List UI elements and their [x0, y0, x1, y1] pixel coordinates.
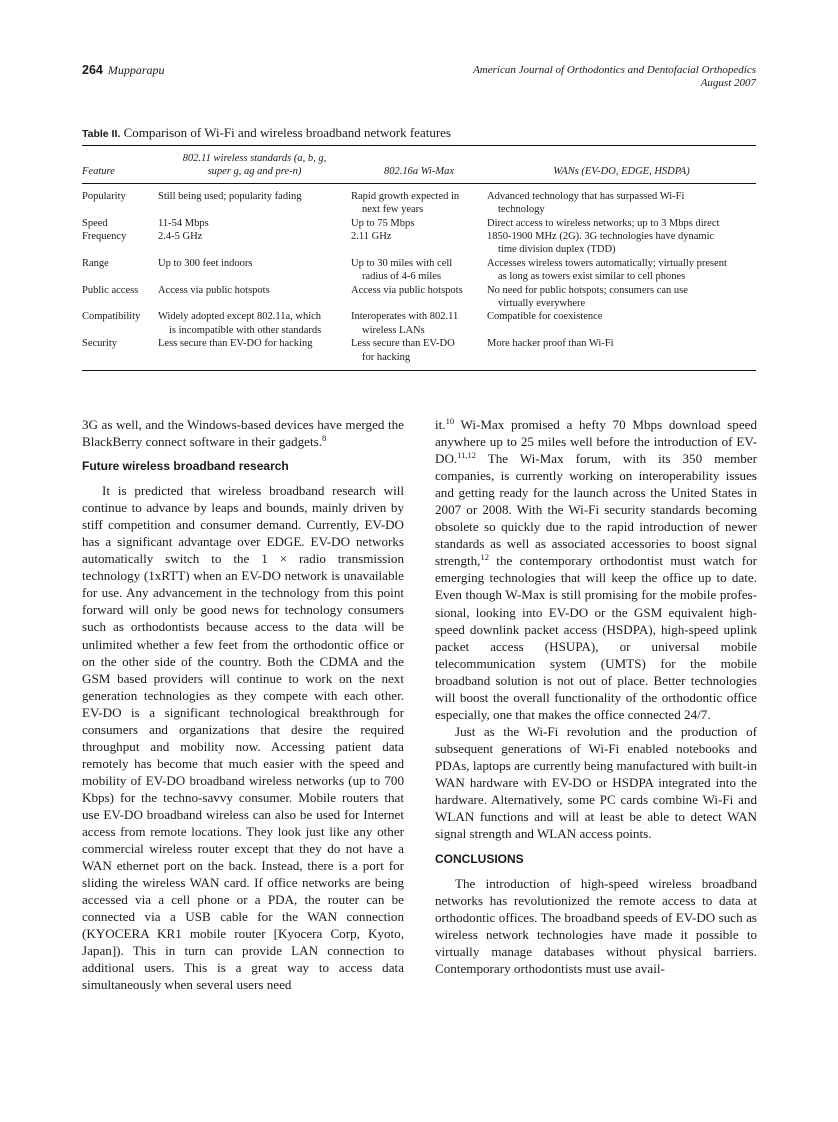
header-right	[473, 64, 756, 90]
table-cell-wimax	[351, 310, 487, 337]
table-cell-wan	[487, 310, 756, 337]
table-row	[82, 310, 756, 337]
table-cell-wifi	[158, 284, 351, 311]
cell-text: Access via public hotspots	[158, 284, 270, 296]
cell-text: Less secure than EV-DO for hacking	[158, 338, 313, 350]
cell-text: Still being used; popularity fading	[158, 190, 302, 202]
cell-text: Speed	[82, 217, 108, 229]
cell-text: Access via public hotspots	[351, 284, 463, 296]
table-row	[82, 230, 756, 257]
cell-text: Range	[82, 257, 109, 269]
table-cell-feature	[82, 284, 158, 311]
comparison-table	[82, 145, 756, 371]
table-cell-feature	[82, 310, 158, 337]
header-feature: Feature	[82, 146, 158, 183]
table-cell-wan	[487, 230, 756, 257]
paragraph-text: the contemporary orthodontist must watch for emerging technologies that will keep the office up to date. Even though W-Max is still promising for the mobile professional, looking into EV-DO or the GSM equivalent high-speed downlink packet access (HSDPA), high-speed uplink packet access (HSUPA), or universal mobile telecommunication system (UMTS) for the mobile broadband solution is not out of place. Better technologies will boost the overall functionality of the orthodontic office especially, one that makes the office connected 24/7.	[435, 553, 757, 722]
cell-text: time division duplex (TDD)	[498, 244, 616, 256]
table-header-row	[82, 146, 756, 183]
table-cell-wifi	[158, 257, 351, 284]
cell-text: More hacker proof than Wi-Fi	[487, 338, 614, 350]
reference: 10	[445, 416, 455, 426]
cell-text: Advanced technology that has surpassed Wi-Fi	[487, 190, 685, 202]
cell-text: Up to 30 miles with cell	[351, 257, 453, 269]
table-label: Table II.	[82, 128, 121, 140]
cell-text: Up to 75 Mbps	[351, 217, 415, 229]
header-wimax: 802.16a Wi-Max	[351, 146, 487, 183]
cell-text: No need for public hotspots; consumers can use	[487, 284, 688, 296]
table-cell-wimax	[351, 183, 487, 216]
page-number: 264	[82, 63, 103, 77]
table-row	[82, 217, 756, 230]
reference: 12	[480, 552, 489, 563]
cell-text: Interoperates with 802.11	[351, 311, 459, 323]
section-heading: Future wireless broadband research	[82, 459, 289, 474]
cell-text: Public access	[82, 284, 139, 296]
cell-text: Rapid growth expected in	[351, 190, 460, 202]
cell-text: 1850-1900 MHz (2G). 3G technologies have dynamic	[487, 231, 715, 243]
cell-text: for hacking	[362, 351, 411, 363]
table-cell-wimax	[351, 217, 487, 230]
table-cell-wan	[487, 217, 756, 230]
journal-name: American Journal of Orthodontics and Dentofacial Orthopedics	[473, 64, 756, 76]
table-cell-feature	[82, 183, 158, 216]
cell-text: Widely adopted except 802.11a, which	[158, 311, 322, 323]
section-heading: CONCLUSIONS	[435, 852, 524, 867]
cell-text: virtually everywhere	[498, 298, 586, 310]
running-header	[82, 63, 756, 93]
cell-text: 2.4-5 GHz	[158, 231, 203, 243]
cell-text: Security	[82, 338, 117, 350]
cell-text: as long as towers exist similar to cell phones	[498, 271, 686, 283]
cell-text: wireless LANs	[362, 324, 425, 336]
table-row	[82, 337, 756, 370]
header-wifi	[158, 146, 351, 183]
cell-text: next few years	[362, 204, 424, 216]
reference: 11,12	[457, 450, 476, 461]
cell-text: 2.11 GHz	[351, 231, 392, 243]
table-cell-wan	[487, 284, 756, 311]
table-cell-wan	[487, 337, 756, 370]
issue-date: August 2007	[700, 77, 756, 89]
paragraph: The introduction of high-speed wireless broadband networks has revolutionized the remote access to data at orthodontic offices. The broadband speeds of EV-DO such as wireless network technologies have made it possible to virtually manage databases without physical barriers. Contemporary orthodontists must use avail-	[435, 876, 757, 977]
table-cell-wifi	[158, 183, 351, 216]
table-cell-feature	[82, 230, 158, 257]
reference: 8	[321, 433, 327, 444]
cell-text: Frequency	[82, 231, 127, 243]
table-cell-wan	[487, 183, 756, 216]
cell-text: 11-54 Mbps	[158, 217, 209, 229]
table-cell-feature	[82, 217, 158, 230]
table-row	[82, 284, 756, 311]
right-column	[435, 416, 757, 977]
author-name: Mupparapu	[107, 63, 165, 77]
paragraph: Just as the Wi-Fi revolution and the production of subsequent generations of Wi-Fi enabled notebooks and PDAs, laptops are currently being manufactured with built-in WAN hardware with EV-DO or HSDPA integrated into the hardware. Alternatively, some PC cards combine Wi-Fi and WLAN functions and will at least be able to detect WAN signal strength and WLAN access points.	[435, 723, 757, 842]
table-body	[82, 183, 756, 370]
cell-text: Popularity	[82, 190, 126, 202]
cell-text: Up to 300 feet indoors	[158, 257, 253, 269]
cell-text: Compatibility	[82, 311, 141, 323]
table-row	[82, 183, 756, 216]
paragraph-text: it.	[435, 417, 446, 432]
paragraph-text: 3G as well, and the Windows-based devices have merged the BlackBerry connect software in their gadgets.	[82, 417, 404, 450]
table-cell-wifi	[158, 217, 351, 230]
table-cell-wan	[487, 257, 756, 284]
table-cell-wifi	[158, 230, 351, 257]
table-cell-wimax	[351, 230, 487, 257]
left-column	[82, 416, 404, 994]
table-cell-wifi	[158, 337, 351, 370]
table-cell-wimax	[351, 257, 487, 284]
cell-text: is incompatible with other standards	[169, 324, 322, 336]
cell-text: radius of 4-6 miles	[362, 271, 442, 283]
paragraph	[435, 416, 757, 723]
cell-text: Compatible for coexistence	[487, 311, 603, 323]
paragraph: It is predicted that wireless broadband research will continue to advance by leaps and bounds, mainly driven by stiff competition and consumer demand. Currently, EV-DO has a significant advantage over EDGE. EV-DO networks automatically switch to the 1 × radio transmission technology (1xRTT) when an EV-DO network is unavailable for use. Any advancement in the technology from this point forward will only be good news for technology consumers such as orthodontists because access to the data will be unlimited whether a few feet from the orthodontic office or on the other side of the country. Both the CDMA and the GSM based providers will continue to work on the next generation technologies as they compete with each other. EV-DO is a significant technological breakthrough for consumers and organizations that desire the required throughput and mobility now. Accessing patient data remotely has become that much easier with the speed and mobility of EV-DO broadband wireless networks (up to 700 Kbps) for the techno-savvy consumer. Mobile routers that use EV-DO broadband wireless can also be used for Internet access from remote locations. They look just like any other commercial wireless router except that they do not have a WAN ethernet port on the back. Instead, there is a port for sliding the wireless WAN card. If office networks are being accessed via a cell phone or a PDA, the router can be connected via a USB cable for the WAN connection (KYOCERA KR1 mobile router [Kyocera Corp, Kyoto, Japan]). This in turn can provide LAN connection to additional users. This is a great way to access data simultaneously when several users need	[82, 483, 404, 993]
paragraph	[82, 416, 404, 450]
paragraph-text: Wi-Max promised a hefty 70 Mbps download speed anywhere up to 25 miles well before the introduction of EV-DO.	[435, 417, 757, 467]
cell-text: Direct access to wireless networks; up to 3 Mbps direct	[487, 217, 720, 229]
header-left	[82, 63, 165, 78]
header-wan: WANs (EV-DO, EDGE, HSDPA)	[487, 146, 756, 183]
table-cell-wifi	[158, 310, 351, 337]
cell-text: Less secure than EV-DO	[351, 338, 455, 350]
header-wifi-line2: super g, ag and pre-n)	[207, 166, 302, 178]
table-caption	[82, 125, 451, 141]
cell-text: technology	[498, 204, 545, 216]
table-cell-wimax	[351, 337, 487, 370]
table-row	[82, 257, 756, 284]
table-cell-feature	[82, 337, 158, 370]
table-title: Comparison of Wi-Fi and wireless broadband network features	[123, 125, 451, 140]
paragraph-text: The Wi-Max forum, with its 350 member companies, is currently working on interoperability issues and getting ready for the launch across the United States in 2007 or 2008. With the Wi-Fi security standards becoming obsolete so quickly due to the rapid introduction of newer standards as well as associated accessories to boost signal strength,	[435, 451, 757, 569]
header-wifi-line1: 802.11 wireless standards (a, b, g,	[182, 153, 327, 164]
cell-text: Accesses wireless towers automatically; virtually present	[487, 257, 727, 269]
table-cell-feature	[82, 257, 158, 284]
table-cell-wimax	[351, 284, 487, 311]
